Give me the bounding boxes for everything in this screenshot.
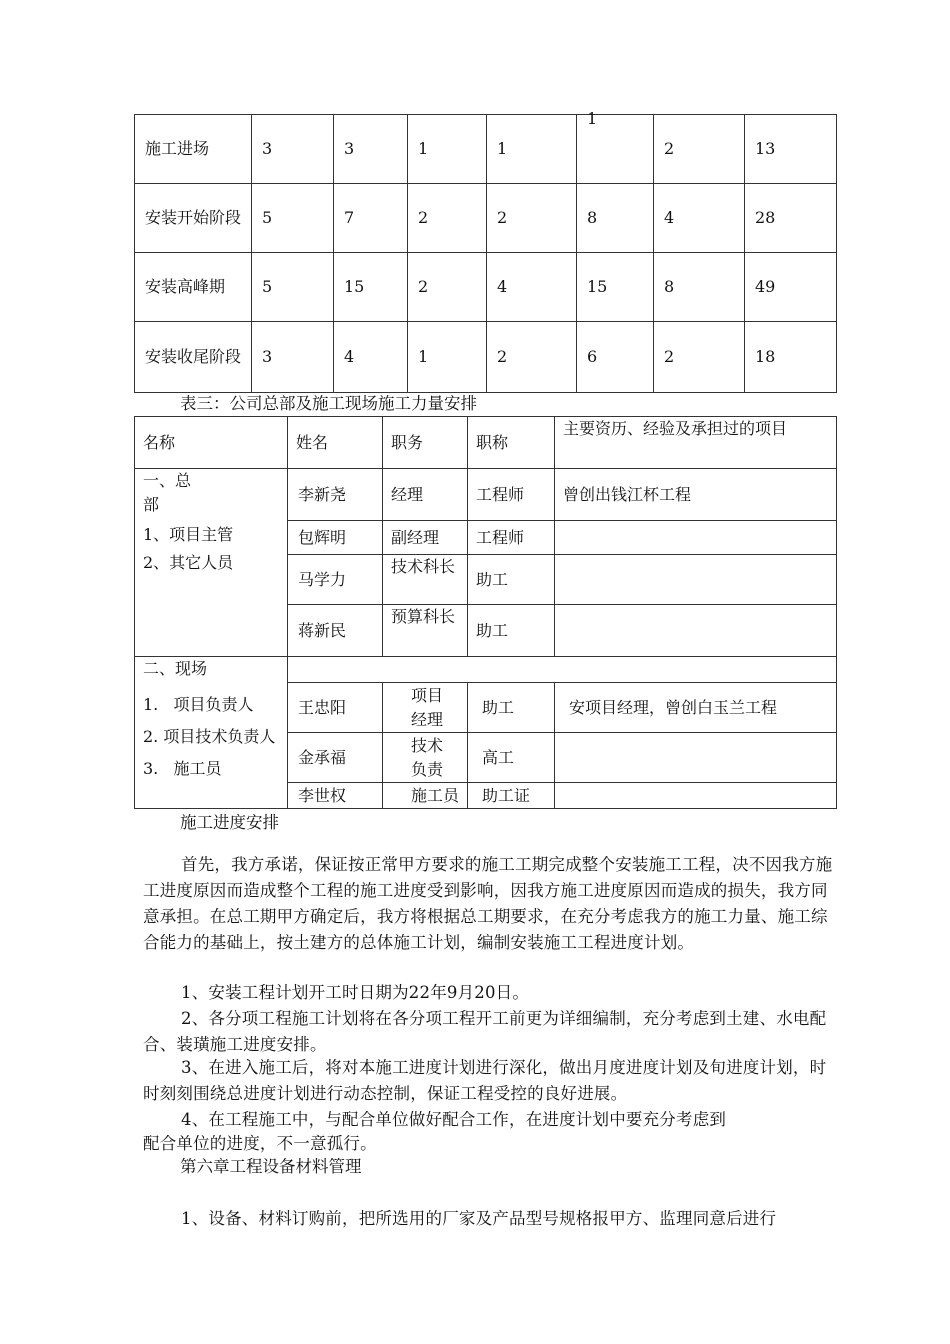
table-caption: 表三：公司总部及施工现场施工力量安排: [180, 394, 477, 413]
experience-cell: [555, 783, 837, 809]
table-cell: 2: [654, 322, 745, 393]
title-cell: 高工: [468, 733, 555, 783]
person-cell: 李新尧: [288, 469, 383, 521]
table-row: [135, 657, 837, 683]
table-row: [135, 184, 837, 253]
person-cell: 马学力: [288, 555, 383, 605]
table-cell: 5: [252, 184, 334, 253]
position-cell: 经理: [383, 469, 468, 521]
cell-value: 1: [587, 109, 598, 128]
table-cell: 1: [408, 115, 487, 184]
list-item-continuation: 配合单位的进度，不一意孤行。: [143, 1134, 377, 1153]
table-cell: 8: [577, 184, 654, 253]
position-cell: 预算科长: [383, 605, 468, 657]
table-cell: 7: [334, 184, 408, 253]
list-item: 2、各分项工程施工计划将在各分项工程开工前更为详细编制，充分考虑到土建、水电配合、装璜施工进度安排。: [143, 1009, 827, 1054]
table-cell: 2: [654, 115, 745, 184]
title-cell: 助工证: [468, 783, 555, 809]
experience-cell: [555, 555, 837, 605]
row-label: 安装高峰期: [135, 253, 252, 322]
table-cell: 8: [654, 253, 745, 322]
header-name: 名称: [135, 417, 288, 469]
header-experience: 主要资历、经验及承担过的项目: [555, 417, 837, 469]
table-cell: 3: [252, 322, 334, 393]
table-header-row: [135, 417, 837, 469]
table-cell: 1: [487, 115, 577, 184]
table-row: [135, 469, 837, 521]
group-label-line: 2、其它人员: [143, 553, 234, 572]
title-cell: 工程师: [468, 521, 555, 555]
experience-cell: 安项目经理，曾创白玉兰工程: [555, 683, 837, 733]
position-cell: 施工员: [383, 783, 468, 809]
table-cell: 6: [577, 322, 654, 393]
group-label-hq: [135, 469, 288, 657]
position-cell: 项目经理: [383, 683, 468, 733]
person-cell: 李世权: [288, 783, 383, 809]
table-cell: 2: [408, 184, 487, 253]
header-person: 姓名: [288, 417, 383, 469]
table-cell: 4: [334, 322, 408, 393]
chapter-heading: 第六章工程设备材料管理: [180, 1157, 362, 1176]
table-cell: 4: [487, 253, 577, 322]
group-label-line: 1、项目主管: [143, 525, 234, 544]
row-label: 安装开始阶段: [135, 184, 252, 253]
person-cell: 蒋新民: [288, 605, 383, 657]
title-cell: 助工: [468, 555, 555, 605]
table-cell: 2: [408, 253, 487, 322]
personnel-table: [134, 416, 837, 809]
group-label-line: 一、总: [143, 471, 192, 490]
title-cell: 助工: [468, 605, 555, 657]
table-row: [135, 253, 837, 322]
person-cell: 金承福: [288, 733, 383, 783]
experience-cell: [555, 733, 837, 783]
list-item: 3、在进入施工后，将对本施工进度计划进行深化，做出月度进度计划及旬进度计划，时时刻刻围绕总进度计划进行动态控制，保证工程受控的良好进展。: [143, 1058, 827, 1103]
table-cell: [288, 657, 837, 683]
table-cell: 1: [408, 322, 487, 393]
group-label-line: 3. 施工员: [143, 759, 222, 778]
table-cell: 13: [745, 115, 837, 184]
paragraph: 首先，我方承诺，保证按正常甲方要求的施工工期完成整个安装施工工程，决不因我方施工进度原因而造成整个工程的施工进度受到影响，因我方施工进度原因而造成的损失，我方同意承担。在总工期甲方确定后，我方将根据总工期要求，在充分考虑我方的施工力量、施工综合能力的基础上，按土建方的总体施工计划，编制安装施工工程进度计划。: [143, 855, 833, 952]
staffing-table: [134, 109, 837, 393]
table-cell: 5: [252, 253, 334, 322]
experience-cell: [555, 605, 837, 657]
table-row: [135, 115, 837, 184]
table-cell: 18: [745, 322, 837, 393]
position-cell: 副经理: [383, 521, 468, 555]
table-cell: 15: [577, 253, 654, 322]
position-cell: 技术科长: [383, 555, 468, 605]
table-cell: 3: [252, 115, 334, 184]
table-cell: 2: [487, 184, 577, 253]
title-cell: 助工: [468, 683, 555, 733]
person-cell: 王忠阳: [288, 683, 383, 733]
header-position: 职务: [383, 417, 468, 469]
table-cell: 49: [745, 253, 837, 322]
group-label-line: 二、现场: [143, 659, 208, 678]
group-label-line: 1. 项目负责人: [143, 695, 254, 714]
group-label-site: [135, 657, 288, 809]
table-cell: 3: [334, 115, 408, 184]
table-cell: [577, 109, 654, 184]
list-item: 4、在工程施工中，与配合单位做好配合工作，在进度计划中要充分考虑到: [181, 1110, 727, 1129]
group-label-line: 2. 项目技术负责人: [143, 727, 276, 746]
row-label: 施工进场: [135, 115, 252, 184]
table-cell: 2: [487, 322, 577, 393]
table-cell: 4: [654, 184, 745, 253]
header-title: 职称: [468, 417, 555, 469]
list-item: 1、安装工程计划开工时日期为22年9月20日。: [181, 983, 530, 1002]
row-label: 安装收尾阶段: [135, 322, 252, 393]
group-label-line: 部: [143, 495, 160, 514]
table-cell: 15: [334, 253, 408, 322]
table-row: [135, 322, 837, 393]
section-heading: 施工进度安排: [180, 813, 279, 832]
paragraph: 1、设备、材料订购前，把所选用的厂家及产品型号规格报甲方、监理同意后进行: [181, 1209, 777, 1228]
position-cell: 技术负责: [383, 733, 468, 783]
person-cell: 包辉明: [288, 521, 383, 555]
title-cell: 工程师: [468, 469, 555, 521]
experience-cell: 曾创出钱江杯工程: [555, 469, 837, 521]
table-cell: 28: [745, 184, 837, 253]
experience-cell: [555, 521, 837, 555]
